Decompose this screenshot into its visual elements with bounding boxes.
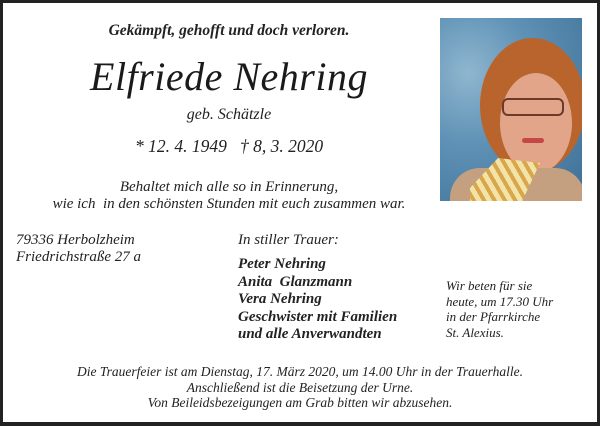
obituary-notice [3,3,597,422]
funeral-line: Von Beileidsbezeigungen am Grab bitten wir abzusehen. [147,395,453,410]
address-line: Friedrichstraße 27 a [16,249,141,265]
prayer-line: heute, um 17.30 Uhr [446,293,554,309]
mourner: und alle Anverwandten [238,326,382,342]
funeral-line: Anschließend ist die Beisetzung der Urne. [186,379,414,395]
verse-line: wie ich in den schönsten Stunden mit euch zusammen war. [52,196,406,212]
prayer-line: in der Pfarrkirche [446,309,541,324]
deceased-name: Elfriede Nehring [90,54,368,99]
mourners-label: In stiller Trauer: [238,232,339,248]
address [16,232,141,266]
prayer-line: St. Alexius. [446,324,504,340]
life-dates: * 12. 4. 1949 † 8, 3. 2020 [134,136,324,156]
mourner: Anita Glanzmann [238,273,353,290]
address-line: 79336 Herbolzheim [16,232,135,248]
prayer-line: Wir beten für sie [446,278,533,293]
mourners-list [238,256,397,344]
prayer-note [446,278,553,340]
portrait-photo [440,18,582,201]
funeral-line: Die Trauerfeier ist am Dienstag, 17. März 2020, um 14.00 Uhr in der Trauerhalle. [76,364,523,379]
mourner: Vera Nehring [238,291,322,307]
mourner: Peter Nehring [238,256,326,272]
mourner: Geschwister mit Familien [238,308,398,325]
verse [3,179,455,213]
funeral-info [3,364,597,411]
birth-name: geb. Schätzle [186,106,272,123]
verse-line: Behaltet mich alle so in Erinnerung, [119,179,339,195]
motto: Gekämpft, gehofft und doch verloren. [108,22,350,39]
